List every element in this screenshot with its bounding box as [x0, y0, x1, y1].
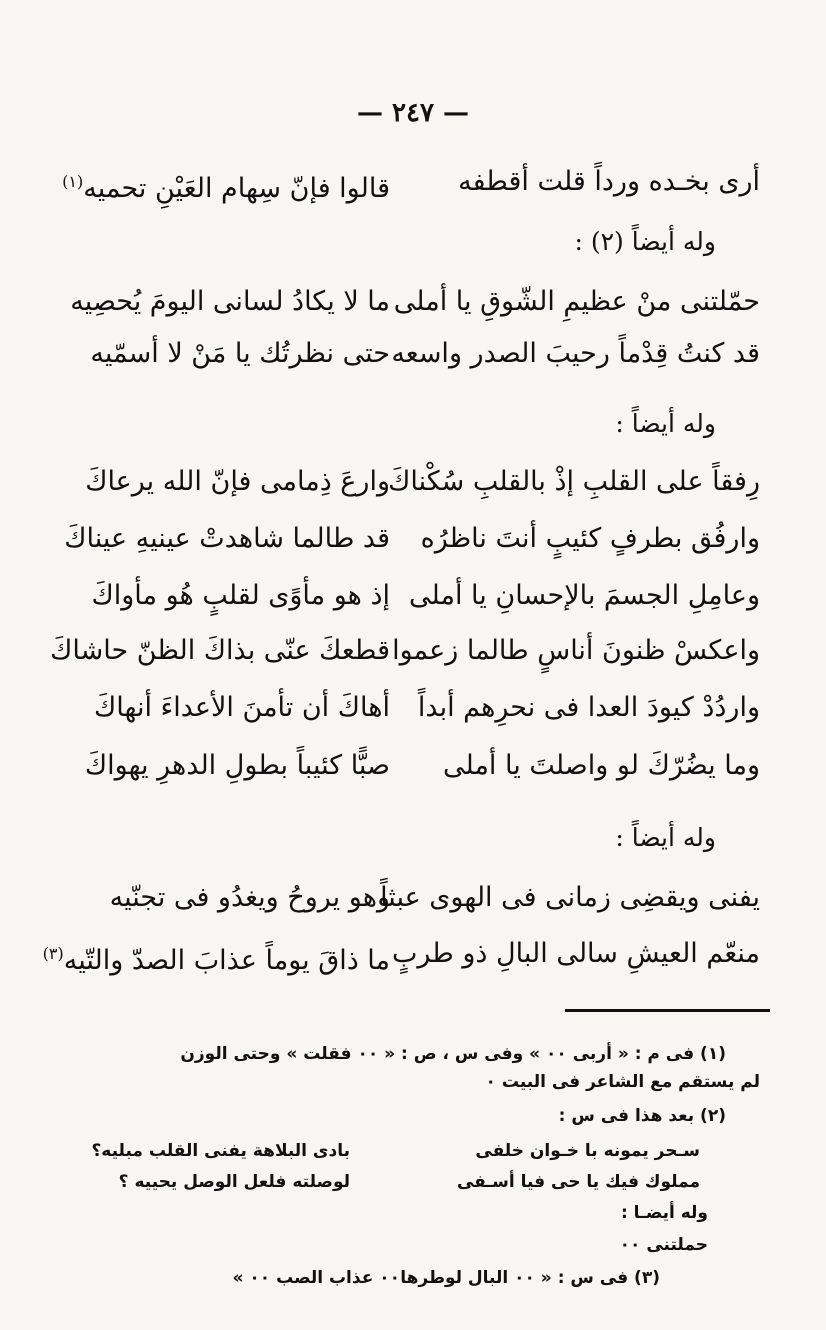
- verse-first-hemistich: أرى بخـده ورداً قلت أقطفه: [458, 166, 760, 197]
- verse-first-hemistich: وعامِلِ الجسمَ بالإحسانِ يا أملى: [409, 580, 760, 611]
- verse-second-hemistich: [42, 928, 390, 987]
- footnote-ref: (٣): [42, 944, 64, 963]
- verse-line: [62, 156, 760, 208]
- verse-first-hemistich: رِفقاً على القلبِ إذْ بالقلبِ سُكْناكَ: [388, 466, 760, 497]
- verse-second-hemistich: قطعكَ عنّى بذاكَ الظنّ حاشاكَ: [50, 635, 390, 666]
- verse-first-hemistich: قد كنتُ قِدْماً رحيبَ الصدر واسعه: [391, 338, 760, 369]
- verse-second-hemistich: حتى نظرتُك يا مَنْ لا أسمّيه: [90, 338, 390, 369]
- footnote-verse: [70, 1137, 760, 1165]
- verse-line: [70, 740, 760, 792]
- footnote-separator: [565, 1009, 770, 1012]
- verse-second-hemistich: صبًّا كئيباً بطولِ الدهرِ يهواكَ: [84, 750, 390, 781]
- verse-line: [64, 513, 760, 565]
- verse-line: [50, 625, 760, 677]
- verse-first-hemistich: واعكسْ ظنونَ أناسٍ طالما زعموا: [392, 635, 760, 666]
- verse-first-hemistich: حمّلتنى منْ عظيمِ الشّوقِ يا أملى: [393, 286, 760, 317]
- verse-line: [70, 570, 760, 622]
- hemistich-text: قالوا فإنّ سِهام العَيْنِ تحميه: [83, 173, 390, 204]
- verse-line: [70, 456, 760, 508]
- footnote-2-intro: (٢) بعد هذا فى س :: [558, 1106, 726, 1126]
- verse-second-hemistich: وارعَ ذِمامى فإنّ الله يرعاكَ: [85, 466, 390, 497]
- footnote-1-line-2: لم يستقم مع الشاعر فى البيت ٠: [485, 1072, 760, 1092]
- footnote-verse-second: بادى البلاهة يفنى القلب مبليه؟: [91, 1141, 350, 1161]
- verse-first-hemistich: وما يضُرّكَ لو واصلتَ يا أملى: [443, 750, 760, 781]
- section-heading: وله أيضاً :: [615, 823, 716, 852]
- footnote-2-last: حملتنى ٠٠: [619, 1235, 708, 1255]
- footnote-3-second: ٠٠ عذاب الصب ٠٠ »: [232, 1268, 400, 1288]
- verse-line: [70, 328, 760, 380]
- verse-second-hemistich: وهو يروحُ ويغدُو فى تجنّيه: [109, 882, 390, 913]
- section-heading: وله أيضاً :: [615, 409, 716, 438]
- verse-second-hemistich: إذ هو مأوًى لقلبٍ هُو مأواكَ: [91, 580, 390, 611]
- footnote-verse: [70, 1168, 760, 1196]
- footnote-verse-first: سـحر يمونه با خـوان خلفى: [475, 1141, 700, 1161]
- footnote-3-first: (٣) فى س : « ٠٠ البال لوطرها: [400, 1268, 660, 1288]
- hemistich-text: ما ذاقَ يوماً عذابَ الصدّ والتّيه: [63, 945, 390, 976]
- verse-first-hemistich: يفنى ويقضِى زمانى فى الهوى عبثاً: [380, 882, 760, 913]
- verse-first-hemistich: منعّم العيشِ سالى البالِ ذو طربٍ: [391, 938, 760, 969]
- verse-line: [42, 928, 760, 980]
- footnote-2-heading: وله أيضـا :: [620, 1203, 708, 1223]
- footnote-1-line-1: (١) فى م : « أربى ٠٠ » وفى س ، ص : « ٠٠ فقلت » وحتى الوزن: [180, 1044, 726, 1064]
- verse-line: [70, 682, 760, 734]
- footnote-verse-second: لوصلته فلعل الوصل يحييه ؟: [118, 1172, 350, 1192]
- verse-second-hemistich: ما لا يكادُ لسانى اليومَ يُحصِيه: [70, 286, 390, 317]
- verse-second-hemistich: قد طالما شاهدتْ عينيهِ عيناكَ: [64, 523, 390, 554]
- verse-line: [70, 276, 760, 328]
- section-heading: وله أيضاً (٢) :: [574, 227, 716, 256]
- verse-first-hemistich: وارفُق بطرفٍ كئيبٍ أنتَ ناظرُه: [420, 523, 760, 554]
- verse-second-hemistich: أهاكَ أن تأمنَ الأعداءَ أنهاكَ: [94, 692, 390, 723]
- footnote-3: [70, 1264, 760, 1292]
- verse-second-hemistich: [62, 156, 390, 215]
- page-number: — ٢٤٧ —: [356, 98, 470, 128]
- footnote-ref: (١): [62, 172, 84, 191]
- footnote-verse-first: مملوك فيك يا حى فيا أسـفى: [456, 1172, 700, 1192]
- verse-line: [70, 872, 760, 924]
- verse-first-hemistich: واردُدْ كيودَ العدا فى نحرِهم أبداً: [417, 692, 760, 723]
